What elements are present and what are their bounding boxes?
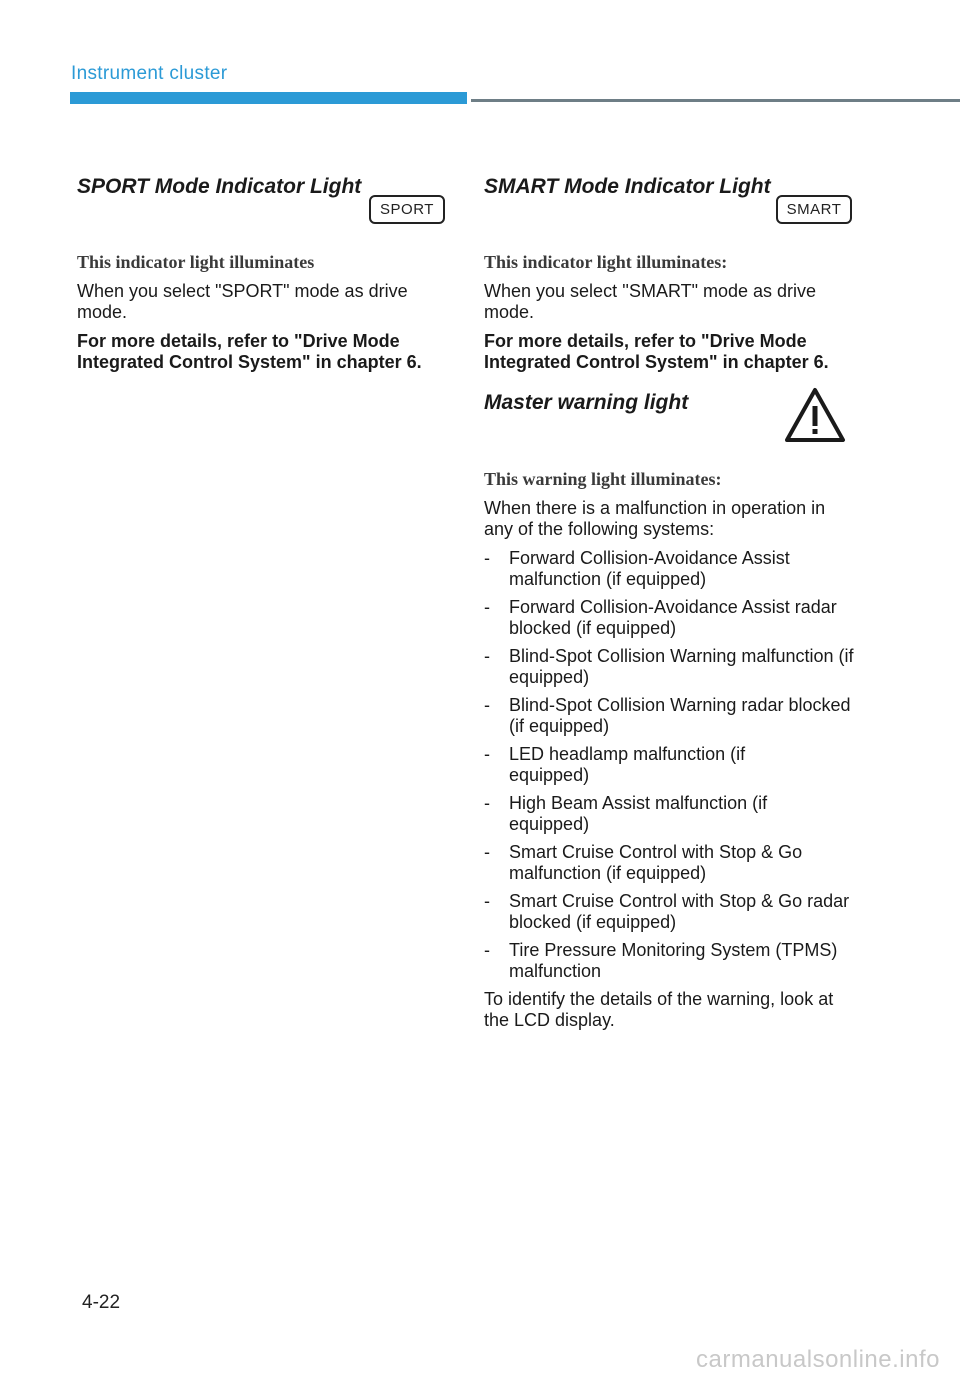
list-item: - Tire Pressure Monitoring System (TPMS) malfunction: [484, 940, 854, 982]
list-item: - Smart Cruise Control with Stop & Go radar blocked (if equipped): [484, 891, 854, 933]
list-item: - Blind-Spot Collision Warning radar blocked (if equipped): [484, 695, 854, 737]
master-subheading: This warning light illuminates:: [484, 469, 722, 489]
header-rule: [471, 99, 960, 102]
master-intro: When there is a malfunction in operation in any of the following systems:: [484, 498, 826, 539]
list-item: - Forward Collision-Avoidance Assist radar blocked (if equipped): [484, 597, 854, 639]
sport-subheading: This indicator light illuminates: [77, 252, 315, 272]
sport-indicator-icon: SPORT: [369, 195, 445, 224]
sport-body: When you select "SPORT" mode as drive mode.: [77, 281, 408, 322]
warning-triangle-icon: [783, 386, 847, 446]
list-item: - Smart Cruise Control with Stop & Go malfunction (if equipped): [484, 842, 854, 884]
smart-subheading: This indicator light illuminates:: [484, 252, 728, 272]
list-item: - Blind-Spot Collision Warning malfunction (if equipped): [484, 646, 854, 688]
smart-note: For more details, refer to "Drive Mode Integrated Control System" in chapter 6.: [484, 331, 829, 372]
watermark: carmanualsonline.info: [696, 1346, 940, 1373]
smart-indicator-icon: SMART: [776, 195, 852, 224]
sport-note: For more details, refer to "Drive Mode Integrated Control System" in chapter 6.: [77, 331, 422, 372]
smart-section-title: SMART Mode Indicator Light: [484, 175, 771, 198]
smart-body: When you select ''SMART" mode as drive mode.: [484, 281, 817, 322]
left-column: [77, 174, 447, 373]
page-number: 4-22: [82, 1292, 121, 1313]
list-item: - High Beam Assist malfunction (if equipped): [484, 793, 799, 835]
list-item: - Forward Collision-Avoidance Assist malfunction (if equipped): [484, 548, 854, 590]
master-outro: To identify the details of the warning, look at the LCD display.: [484, 989, 834, 1030]
header-section-title: Instrument cluster: [71, 63, 228, 84]
right-column: [484, 174, 854, 1031]
list-item: - LED headlamp malfunction (if equipped): [484, 744, 789, 786]
master-warning-section: [484, 390, 854, 1031]
master-section-title: Master warning light: [484, 391, 689, 414]
sport-section-title: SPORT Mode Indicator Light: [77, 175, 362, 198]
header-accent-bar: [70, 92, 467, 104]
affected-systems-list: [484, 548, 854, 982]
